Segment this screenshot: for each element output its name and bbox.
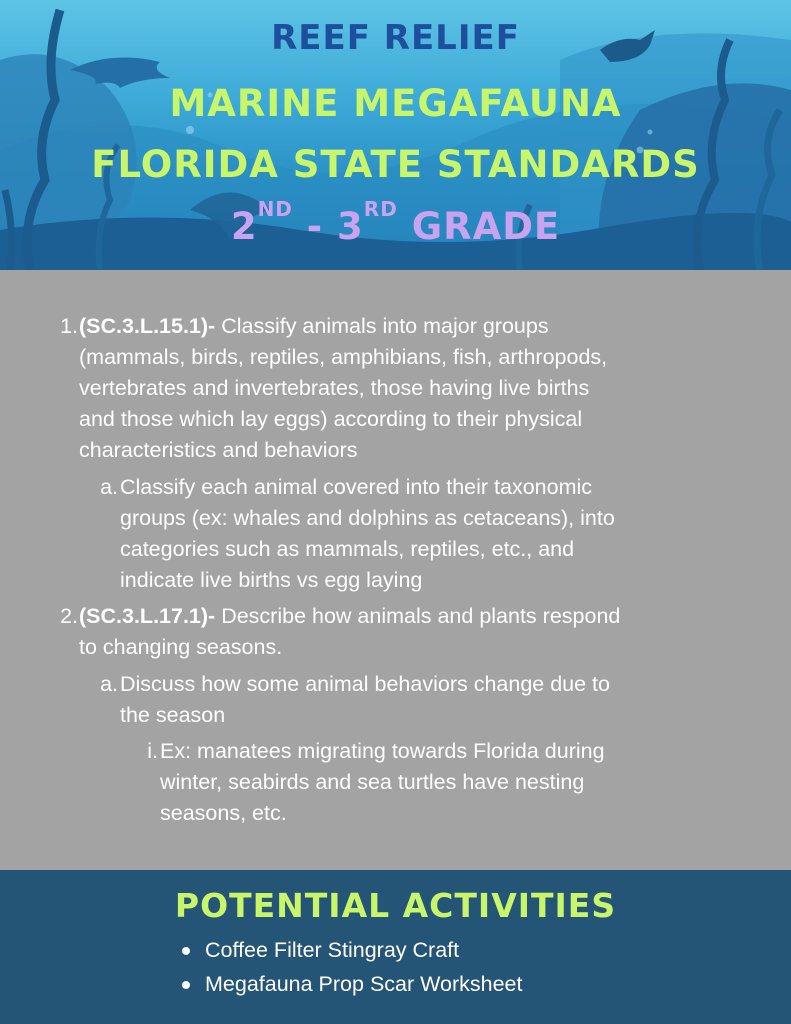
list-item-line: the season	[120, 703, 226, 727]
list-item-line: categories such as mammals, reptiles, etc., and	[120, 537, 575, 561]
list-item-line: Ex: manatees migrating towards Florida during	[160, 739, 605, 763]
standard-code: (SC.3.L.17.1)-	[79, 604, 216, 628]
brand-logo-text: REEF RELIEF	[271, 18, 520, 58]
list-item-line: seasons, etc.	[160, 801, 287, 825]
grade-start-suffix: ND	[257, 197, 293, 221]
list-marker: a.	[100, 672, 118, 696]
activity-label: Megafauna Prop Scar Worksheet	[205, 972, 523, 996]
list-item-line: winter, seabirds and sea turtles have nesting	[160, 770, 585, 794]
page-title: MARINE MEGAFAUNA	[169, 82, 622, 125]
grade-start: 2	[230, 205, 258, 248]
list-marker: a.	[100, 475, 118, 499]
header-banner	[0, 0, 791, 270]
bullet-icon	[182, 981, 190, 989]
standard-code: (SC.3.L.15.1)-	[79, 314, 216, 338]
list-item-line: Describe how animals and plants respond	[221, 604, 621, 628]
grade-end-suffix: RD	[363, 197, 398, 221]
list-item-line: Classify animals into major groups	[221, 314, 549, 338]
list-item-line: and those which lay eggs) according to their physical	[79, 407, 583, 431]
list-item-line: to changing seasons.	[79, 635, 283, 659]
list-marker: 2.	[60, 604, 78, 628]
bullet-icon	[182, 947, 190, 955]
activity-label: Coffee Filter Stingray Craft	[205, 938, 460, 962]
list-item-line: characteristics and behaviors	[79, 438, 358, 462]
list-item-line: groups (ex: whales and dolphins as cetaceans), into	[120, 506, 615, 530]
list-marker: 1.	[60, 314, 78, 338]
list-item-line: indicate live births vs egg laying	[120, 568, 423, 592]
list-item-line: vertebrates and invertebrates, those having live births	[79, 376, 590, 400]
grade-range	[0, 197, 791, 248]
list-item-line: Classify each animal covered into their taxonomic	[120, 475, 593, 499]
list-item-line: Discuss how some animal behaviors change due to	[120, 672, 610, 696]
list-marker: i.	[147, 739, 158, 763]
grade-word: GRADE	[411, 205, 561, 248]
grade-end: 3	[337, 205, 364, 248]
list-item-text	[79, 311, 549, 341]
list-item-line: (mammals, birds, reptiles, amphibians, fish, arthropods,	[79, 345, 608, 369]
activities-title: POTENTIAL ACTIVITIES	[174, 886, 617, 925]
grade-separator: -	[306, 205, 324, 248]
standards-section	[0, 270, 791, 870]
page-subtitle: FLORIDA STATE STANDARDS	[91, 143, 700, 186]
list-item-text	[79, 601, 620, 631]
activities-section	[0, 870, 791, 1024]
